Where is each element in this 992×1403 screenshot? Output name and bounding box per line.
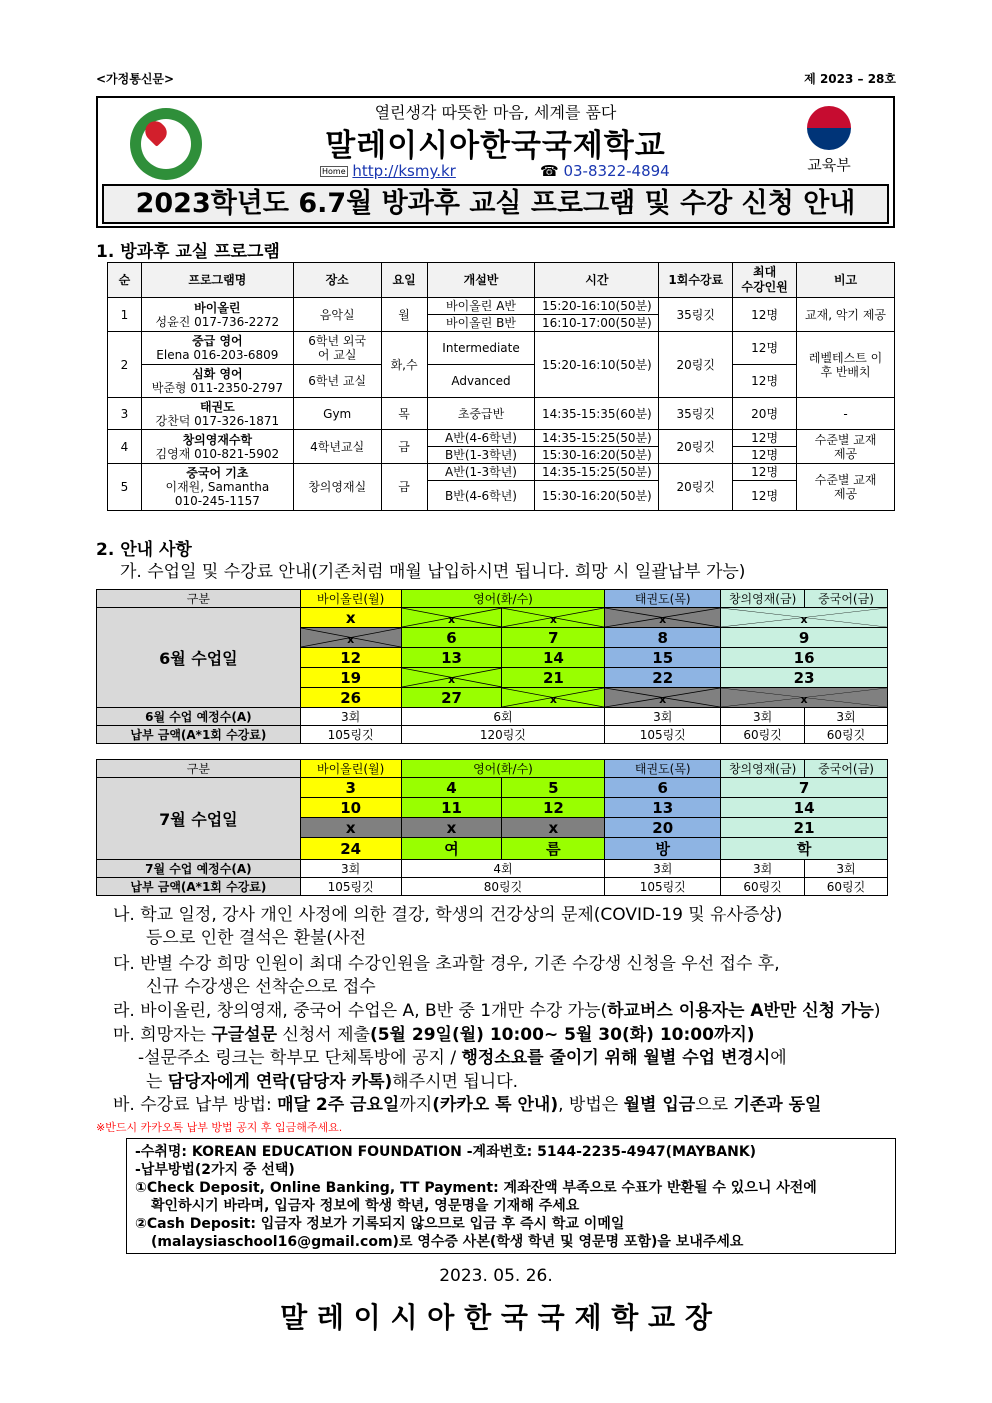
place: 6학년 외국어 교실	[293, 332, 381, 365]
place: 음악실	[293, 298, 381, 332]
program-name: 심화 영어	[192, 367, 243, 381]
header-box	[96, 96, 895, 228]
cal-header: 중국어(금)	[805, 590, 888, 608]
calendar-row	[97, 608, 888, 628]
row-no: 1	[108, 298, 142, 332]
day-cell: 6	[605, 778, 721, 798]
cancelled-day	[721, 608, 888, 628]
place: Gym	[293, 398, 381, 430]
calendar-header-row	[97, 760, 888, 778]
teacher-contact: Elena 016-203-6809	[156, 348, 279, 362]
day-cell: 23	[721, 668, 888, 688]
count-label: 6월 수업 예정수(A)	[97, 708, 301, 726]
class-name: 바이올린 A반	[427, 298, 535, 315]
place: 4학년교실	[293, 430, 381, 464]
note-text: 으로	[695, 1095, 734, 1115]
class-name: Advanced	[427, 365, 535, 398]
note-ra	[113, 1000, 881, 1022]
place: 창의영재실	[293, 464, 381, 511]
count-cell: 3회	[605, 708, 721, 726]
fee-cell: 60링깃	[721, 878, 805, 896]
program-name: 창의영재수학	[182, 432, 253, 447]
max-students: 12명	[733, 447, 797, 464]
count-cell: 3회	[300, 708, 401, 726]
program-name: 중급 영어	[192, 334, 243, 348]
note-text: 에	[770, 1048, 787, 1068]
day-cell: 여	[401, 838, 502, 860]
program-cell	[141, 464, 293, 511]
fee-cell: 60링깃	[805, 878, 888, 896]
program-table	[107, 262, 895, 511]
note-emphasis: 구글설문	[211, 1025, 278, 1045]
warning-text: ※반드시 카카오톡 납부 방법 공지 후 입금해주세요.	[96, 1121, 343, 1134]
class-name: B반(4-6학년)	[427, 481, 535, 511]
day-cell: 21	[502, 668, 605, 688]
class-time: 15:30-16:20(50분)	[535, 481, 659, 511]
day-cell: 11	[401, 798, 502, 818]
max-students: 12명	[733, 332, 797, 365]
col-header: 개설반	[427, 263, 535, 298]
issue-date: 2023. 05. 26.	[439, 1266, 553, 1286]
day-mark: x	[549, 692, 557, 706]
cancelled-day	[605, 688, 721, 708]
bank-line: (malaysiaschool16@gmail.com)로 영수증 사본(학생 학년 및 영문명 포함)을 보내주세요	[151, 1234, 744, 1250]
day-cell: 12	[300, 648, 401, 668]
cancelled-day	[721, 688, 888, 708]
day-cell: 3	[300, 778, 401, 798]
fee-cell: 80링깃	[401, 878, 605, 896]
fee: 35링깃	[659, 398, 733, 430]
cancelled-day	[300, 628, 401, 648]
day-cell: 방	[605, 838, 721, 860]
col-header: 요일	[381, 263, 427, 298]
note-emphasis: 행정소요를 줄이기 위해 월별 수업 변경시	[461, 1048, 771, 1068]
note-text: 는	[146, 1072, 168, 1092]
table-row	[108, 398, 895, 430]
remark: 레벨테스트 이후 반배치	[797, 332, 895, 398]
col-header: 비고	[797, 263, 895, 298]
month-label: 6월 수업일	[97, 608, 301, 708]
teacher-contact: 강찬덕 017-326-1871	[155, 413, 280, 428]
cal-header: 구분	[97, 590, 301, 608]
note-text: 신청서 제출	[277, 1025, 370, 1045]
day-cell: 12	[502, 798, 605, 818]
col-header: 시간	[535, 263, 659, 298]
note-text: 해주시면 됩니다.	[392, 1072, 519, 1092]
teacher-contact: 성윤진 017-736-2272	[155, 314, 280, 329]
day-cell: 13	[605, 798, 721, 818]
row-no: 3	[108, 398, 142, 430]
table-row	[108, 332, 895, 365]
note-text: , 방법은	[558, 1095, 624, 1115]
teacher-contact: 박준형 011-2350-2797	[151, 381, 283, 395]
day-cell: 19	[300, 668, 401, 688]
remark: 수준별 교재제공	[797, 430, 895, 464]
day-cell: 5	[502, 778, 605, 798]
day-cell: 16	[721, 648, 888, 668]
day-cell: 20	[605, 818, 721, 838]
fee: 35링깃	[659, 298, 733, 332]
day-cell: 14	[721, 798, 888, 818]
day-cell: 13	[401, 648, 502, 668]
day-cell: 6	[401, 628, 502, 648]
fee-label: 납부 금액(A*1회 수강료)	[97, 878, 301, 896]
remark: -	[797, 398, 895, 430]
day-cell: 4	[401, 778, 502, 798]
cancelled-day	[502, 688, 605, 708]
table-row	[108, 430, 895, 447]
home-icon: Home	[322, 167, 346, 176]
bank-line: -납부방법(2가지 중 선택)	[135, 1162, 295, 1178]
bank-line: 확인하시기 바라며, 입금자 정보에 학생 학년, 영문명을 기재해 주세요	[151, 1198, 580, 1214]
fee: 20링깃	[659, 332, 733, 398]
table-row	[108, 298, 895, 315]
day-cell: 10	[300, 798, 401, 818]
june-calendar	[96, 589, 888, 744]
day-cell: x	[300, 608, 401, 628]
cancelled-day	[401, 608, 502, 628]
day-cell: 14	[502, 648, 605, 668]
table-header-row	[108, 263, 895, 298]
cal-header: 바이올린(월)	[300, 590, 401, 608]
cal-header: 바이올린(월)	[300, 760, 401, 778]
cancelled-day	[401, 668, 502, 688]
row-no: 4	[108, 430, 142, 464]
calendar-header-row	[97, 590, 888, 608]
note-text: 마. 희망자는	[113, 1025, 212, 1045]
slogan: 열린생각 따뜻한 마음, 세계를 품다	[374, 103, 617, 122]
day: 목	[381, 398, 427, 430]
note-emphasis: (5월 29일(월) 10:00~ 5월 30(화) 10:00까지)	[369, 1025, 755, 1045]
note-text: )	[873, 1001, 881, 1021]
program-cell	[141, 398, 293, 430]
cal-header: 태권도(목)	[605, 760, 721, 778]
class-name: A반(1-3학년)	[427, 464, 535, 481]
fee-row	[97, 878, 888, 896]
max-students: 12명	[733, 481, 797, 511]
day-cell: 학	[721, 838, 888, 860]
day-cell: 7	[721, 778, 888, 798]
day-cell: 7	[502, 628, 605, 648]
cal-header: 창의영재(금)	[721, 590, 805, 608]
count-cell: 3회	[805, 860, 888, 878]
fee-cell: 105링깃	[605, 878, 721, 896]
cal-header: 영어(화/수)	[401, 590, 605, 608]
note-emphasis: 하교버스 이용자는 A반만 신청 가능	[607, 1001, 874, 1021]
remark: 수준별 교재제공	[797, 464, 895, 511]
class-time: 15:20-16:10(50분)	[535, 332, 659, 398]
count-cell: 3회	[300, 860, 401, 878]
cal-header: 구분	[97, 760, 301, 778]
day: 화,수	[381, 332, 427, 398]
note-emphasis: 매달 2주 금요일	[277, 1095, 400, 1115]
max-students: 12명	[733, 430, 797, 447]
cal-header: 영어(화/수)	[401, 760, 605, 778]
day-mark: x	[549, 612, 557, 626]
max-students: 12명	[733, 298, 797, 332]
program-cell	[141, 430, 293, 464]
day-mark: x	[800, 692, 808, 706]
fee-cell: 105링깃	[300, 878, 401, 896]
cal-header: 창의영재(금)	[721, 760, 805, 778]
school-name: 말레이시아한국국제학교	[325, 128, 666, 164]
max-students: 12명	[733, 464, 797, 481]
count-cell: 4회	[401, 860, 605, 878]
class-name: 바이올린 B반	[427, 315, 535, 332]
col-header: 1회수강료	[659, 263, 733, 298]
day-mark: x	[447, 672, 456, 686]
count-cell: 3회	[605, 860, 721, 878]
count-label: 7월 수업 예정수(A)	[97, 860, 301, 878]
row-no: 2	[108, 332, 142, 398]
phone-number: 03-8322-4894	[563, 162, 670, 180]
class-name: 초중급반	[427, 398, 535, 430]
ministry-name: 교육부	[807, 156, 851, 174]
max-students: 20명	[733, 398, 797, 430]
note-text: 라. 바이올린, 창의영재, 중국어 수업은 A, B반 중 1개만 수강 가능(	[113, 1001, 608, 1021]
note-da-2: 신규 수강생은 선착순으로 접수	[146, 977, 376, 997]
day-cell: 8	[605, 628, 721, 648]
max-students: 12명	[733, 365, 797, 398]
note-na-1: 나. 학교 일정, 강사 개인 사정에 의한 결강, 학생의 건강상의 문제(COVID-19 및 유사증상)	[113, 905, 783, 925]
cancelled-day: x	[401, 818, 502, 838]
program-cell	[141, 365, 293, 398]
notice-tag: <가정통신문>	[96, 72, 175, 86]
program-cell	[141, 298, 293, 332]
fee-cell: 60링깃	[721, 726, 805, 744]
fee: 20링깃	[659, 464, 733, 511]
phone-icon: ☎	[540, 162, 559, 180]
col-header: 순	[108, 263, 142, 298]
note-ba	[113, 1094, 821, 1116]
class-name: A반(4-6학년)	[427, 430, 535, 447]
section1-heading: 1. 방과후 교실 프로그램	[96, 242, 280, 262]
fee: 20링깃	[659, 430, 733, 464]
bank-line: ①Check Deposit, Online Banking, TT Payment: 계좌잔액 부족으로 수표가 반환될 수 있으니 사전에	[135, 1180, 817, 1196]
day-cell: 15	[605, 648, 721, 668]
day-cell: 름	[502, 838, 605, 860]
day: 월	[381, 298, 427, 332]
teacher-contact: 김영재 010-821-5902	[155, 446, 280, 461]
note-text: 까지	[399, 1095, 433, 1115]
class-name: Intermediate	[427, 332, 535, 365]
bank-line: -수취명: KOREAN EDUCATION FOUNDATION -계좌번호: 5144-2235-4947(MAYBANK)	[135, 1144, 757, 1160]
day-cell: 27	[401, 688, 502, 708]
class-time: 14:35-15:25(50분)	[535, 464, 659, 481]
program-name: 바이올린	[194, 300, 241, 315]
calendar-row	[97, 778, 888, 798]
day-cell: 22	[605, 668, 721, 688]
program-name: 태권도	[199, 399, 235, 414]
day-cell: 21	[721, 818, 888, 838]
day-cell: 24	[300, 838, 401, 860]
note-emphasis: 담당자에게 연락(담당자 카톡)	[167, 1072, 393, 1092]
cancelled-day	[605, 608, 721, 628]
day-mark: x	[347, 632, 355, 646]
count-cell: 3회	[805, 708, 888, 726]
class-time: 16:10-17:00(50분)	[535, 315, 659, 332]
count-cell: 3회	[721, 708, 805, 726]
section2-heading: 2. 안내 사항	[96, 540, 192, 560]
fee-cell: 105링깃	[605, 726, 721, 744]
day-mark: x	[800, 612, 808, 626]
note-emphasis: 월별 입금	[623, 1095, 696, 1115]
class-time: 14:35-15:35(60분)	[535, 398, 659, 430]
principal-signature: 말 레 이 시 아 한 국 국 제 학 교 장	[280, 1301, 712, 1334]
col-header: 장소	[293, 263, 381, 298]
program-cell	[141, 332, 293, 365]
issue-number: 제 2023 – 28호	[804, 72, 896, 86]
class-name: B반(1-3학년)	[427, 447, 535, 464]
taegeuk-icon	[807, 106, 851, 150]
cancelled-day: x	[300, 818, 401, 838]
note-text: 바. 수강료 납부 방법:	[113, 1095, 278, 1115]
teacher-contact: 010-245-1157	[174, 494, 260, 508]
col-header: 최대 수강인원	[733, 263, 797, 298]
class-time: 14:35-15:25(50분)	[535, 430, 659, 447]
note-emphasis: (카카오 톡 안내)	[432, 1095, 559, 1115]
note-ma	[113, 1024, 755, 1046]
class-time: 15:30-16:20(50분)	[535, 447, 659, 464]
bank-info-box	[126, 1138, 896, 1254]
month-label: 7월 수업일	[97, 778, 301, 860]
place: 6학년 교실	[293, 365, 381, 398]
day-cell: 9	[721, 628, 888, 648]
table-row	[108, 464, 895, 481]
class-time: 15:20-16:10(50분)	[535, 298, 659, 315]
note-da-1: 다. 반별 수강 희망 인원이 최대 수강인원을 초과할 경우, 기존 수강생 신청을 우선 접수 후,	[113, 954, 780, 974]
day: 금	[381, 430, 427, 464]
note-ga: 가. 수업일 및 수강료 안내(기존처럼 매월 납입하시면 됩니다. 희망 시 일괄납부 가능)	[120, 562, 746, 582]
day-mark: x	[447, 612, 456, 626]
note-emphasis: 기존과 동일	[733, 1095, 822, 1115]
cancelled-day: x	[502, 818, 605, 838]
cal-header: 중국어(금)	[805, 760, 888, 778]
remark: 교재, 악기 제공	[797, 298, 895, 332]
ministry-logo	[801, 106, 857, 175]
july-calendar	[96, 759, 888, 896]
program-name: 중국어 기초	[186, 466, 249, 480]
count-cell: 3회	[721, 860, 805, 878]
note-text: -설문주소 링크는 학부모 단체톡방에 공지 /	[138, 1048, 462, 1068]
count-cell: 6회	[401, 708, 605, 726]
table-row	[108, 365, 895, 398]
fee-cell: 120링깃	[401, 726, 605, 744]
day-mark: x	[659, 612, 667, 626]
teacher-contact: 이재원, Samantha	[165, 480, 270, 494]
note-ma-3	[146, 1071, 518, 1093]
count-row	[97, 860, 888, 878]
note-ma-2	[138, 1047, 787, 1069]
fee-label: 납부 금액(A*1회 수강료)	[97, 726, 301, 744]
row-no: 5	[108, 464, 142, 511]
website-link[interactable]: http://ksmy.kr	[352, 162, 456, 180]
count-row	[97, 708, 888, 726]
cancelled-day	[502, 608, 605, 628]
bank-line: ②Cash Deposit: 입금자 정보가 기록되지 않으므로 입금 후 즉시 학교 이메일	[135, 1216, 625, 1232]
fee-row	[97, 726, 888, 744]
day-mark: x	[659, 692, 667, 706]
fee-cell: 60링깃	[805, 726, 888, 744]
day-cell: 26	[300, 688, 401, 708]
page-title: 2023학년도 6.7월 방과후 교실 프로그램 및 수강 신청 안내	[102, 184, 889, 224]
day: 금	[381, 464, 427, 511]
col-header: 프로그램명	[141, 263, 293, 298]
note-na-2: 등으로 인한 결석은 환불(사전	[146, 928, 366, 948]
cal-header: 태권도(목)	[605, 590, 721, 608]
fee-cell: 105링깃	[300, 726, 401, 744]
